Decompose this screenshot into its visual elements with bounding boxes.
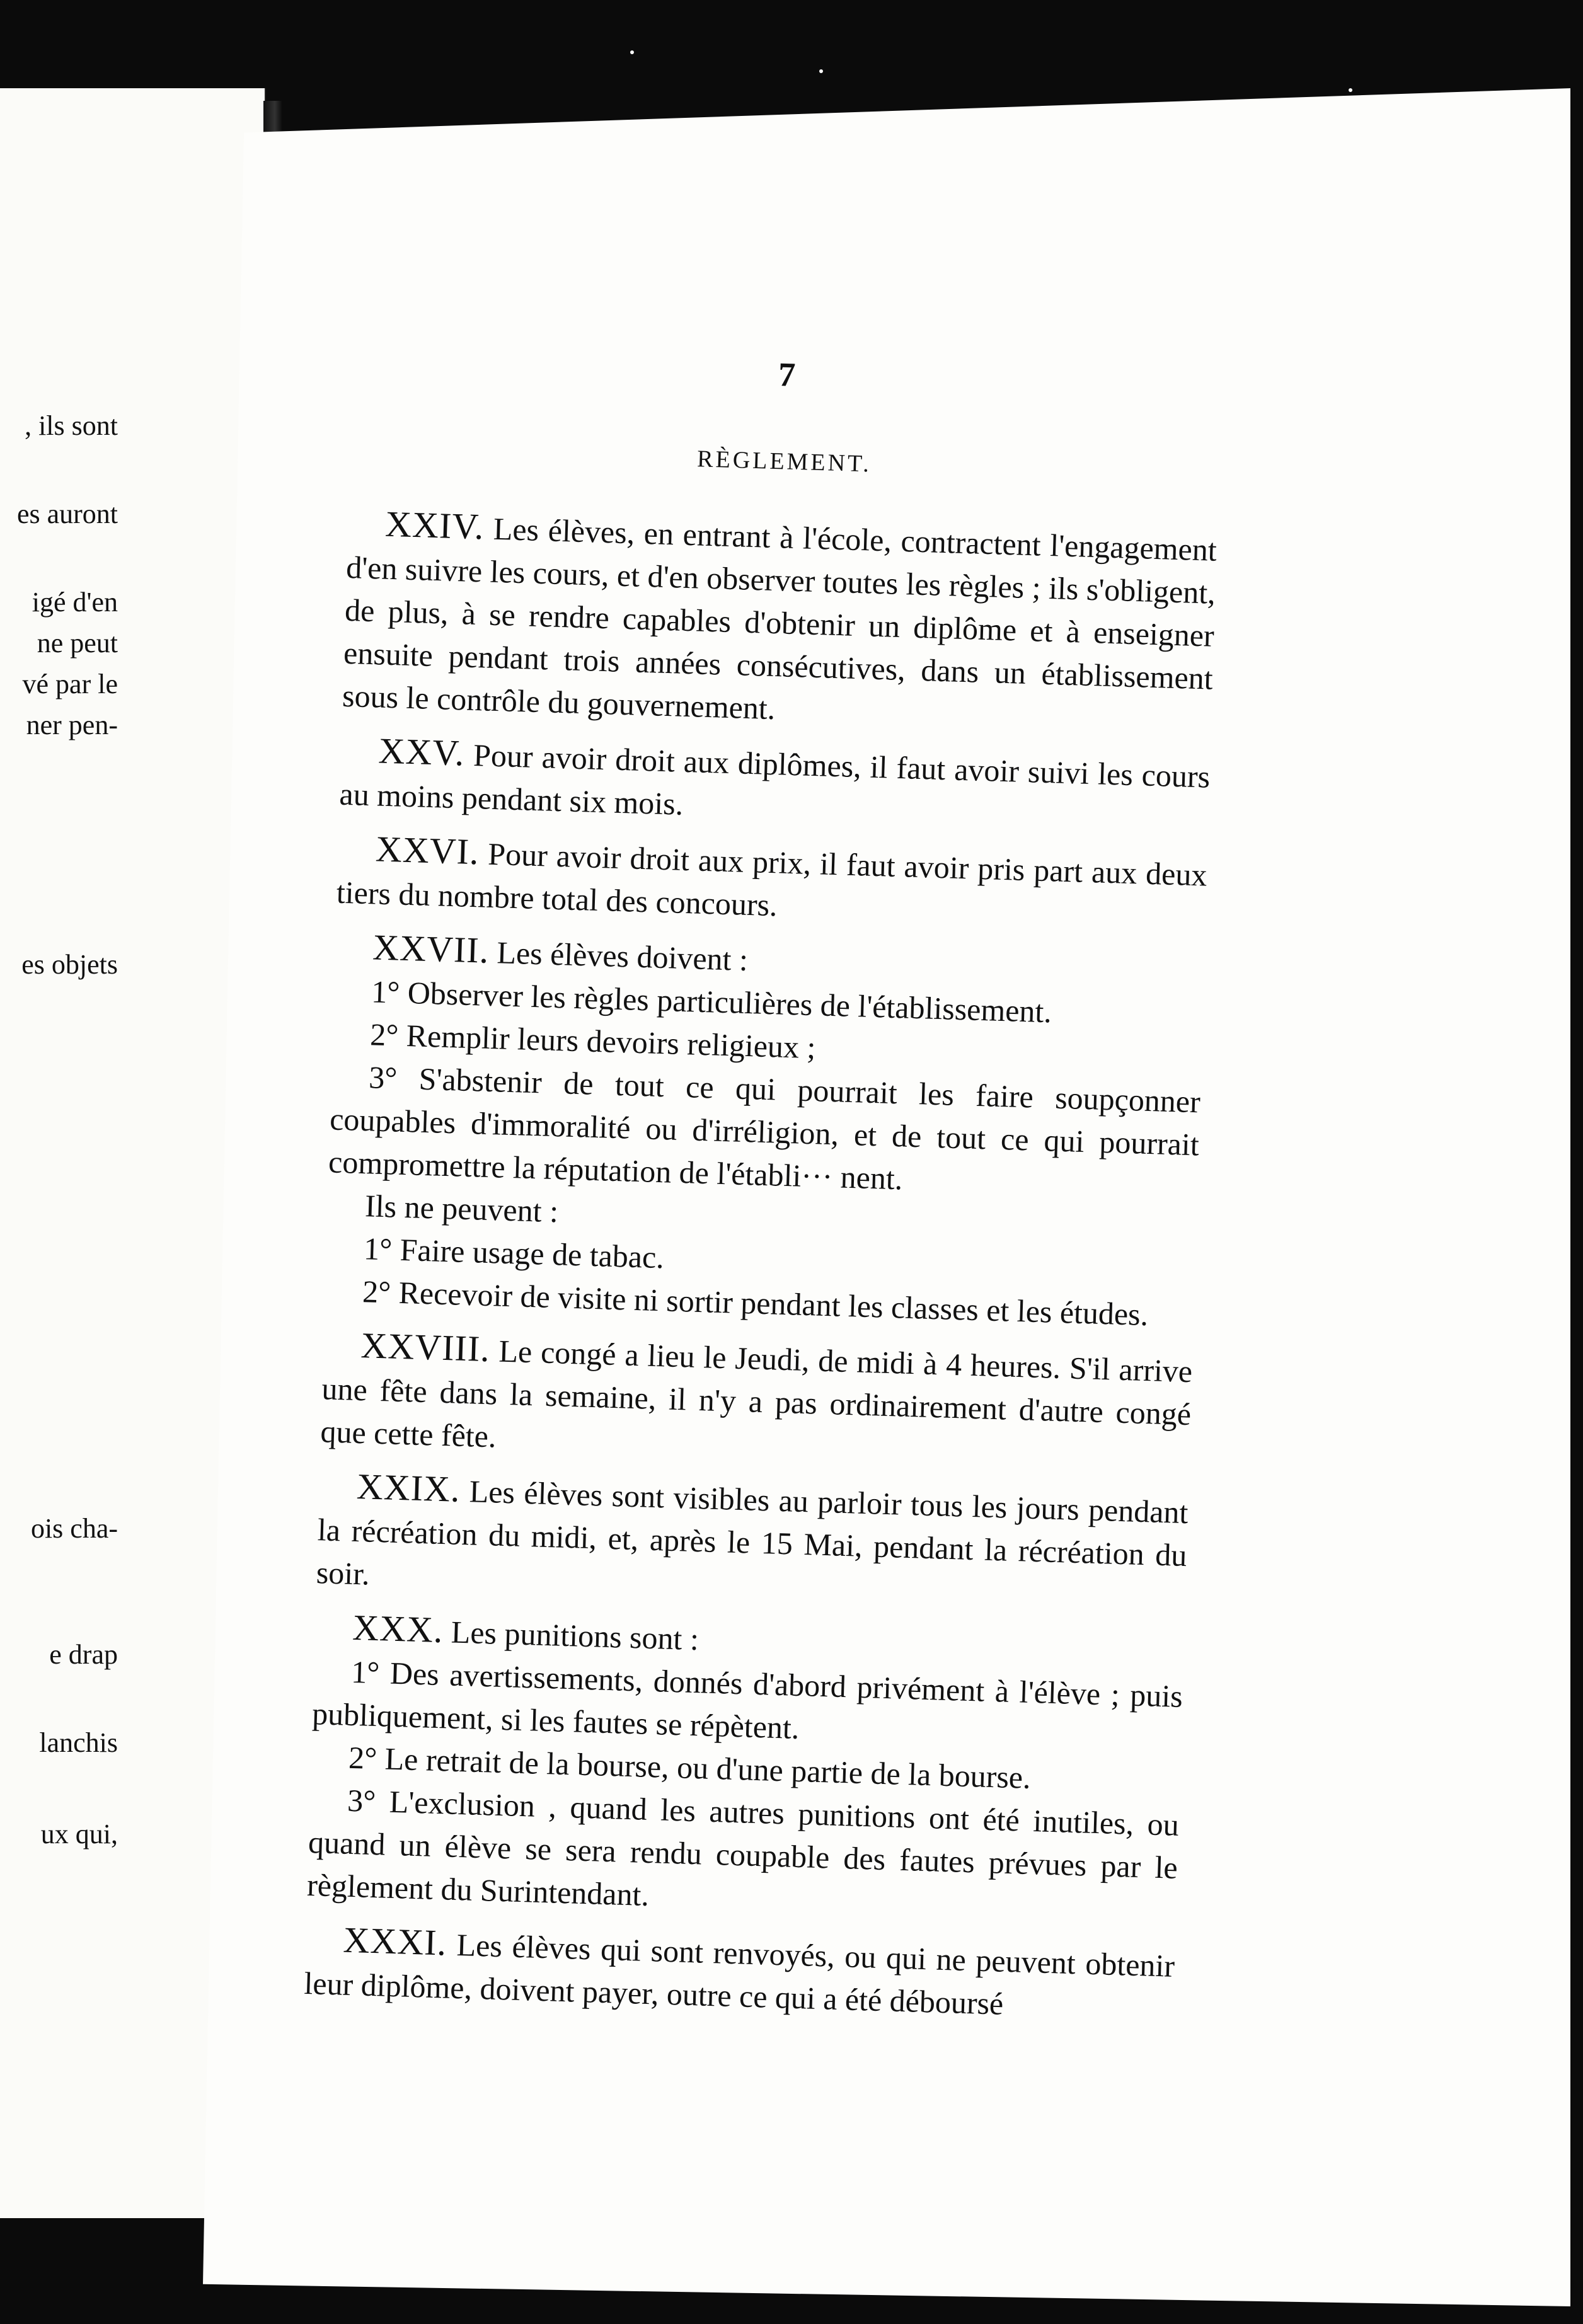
article-text: Pour avoir droit aux diplômes, il faut avoir suivi les cours au moins pendant six mois. — [338, 737, 1211, 822]
article-text: Les punitions sont : — [451, 1614, 699, 1657]
article-xxvi — [336, 827, 1207, 940]
left-fragment-line: , ils sont — [25, 410, 118, 441]
left-fragment-line: es objets — [21, 949, 118, 980]
left-fragment-line: e drap — [49, 1639, 118, 1670]
list-item: 1° Faire usage de tabac. — [363, 1231, 665, 1275]
page-number: 7 — [778, 355, 797, 394]
article-number: XXIX. — [356, 1465, 461, 1510]
left-fragment-line: ois cha- — [30, 1513, 118, 1544]
speck — [819, 69, 823, 73]
left-fragment-line: ne peut — [37, 628, 118, 659]
article-xxxi — [304, 1918, 1175, 2030]
article-number: XXV. — [377, 730, 466, 774]
left-fragment-line: vé par le — [22, 669, 118, 699]
article-xxx — [306, 1605, 1185, 1932]
article-xxviii — [320, 1323, 1194, 1478]
list-item: 3° S'abstenir de tout ce qui pourrait les faire soupçonner coupables d'immoralité ou d'irréligion, et de tout ce qui pourrait compromettre la réputation de l'établi··· nent. — [328, 1059, 1201, 1197]
article-xxv — [339, 728, 1211, 841]
article-text: Le congé a lieu le Jeudi, de midi à 4 heures. S'il arrive une fête dans la semaine, il n'y a pas ordinairement d'autre congé que cette fête. — [319, 1333, 1193, 1454]
article-xxiv — [342, 502, 1217, 743]
article-text: Les élèves sont visibles au parloir tous les jours pendant la récréation du midi, et, après le 15 Mai, pendant la récréation du soir. — [316, 1473, 1189, 1592]
article-number: XXVII. — [372, 926, 490, 971]
speck — [630, 50, 634, 54]
list-item: 2° Remplir leurs devoirs religieux ; — [369, 1016, 817, 1066]
article-number: XXIV. — [384, 503, 485, 548]
article-text: Les élèves qui sont renvoyés, ou qui ne peuvent obtenir leur diplôme, doivent payer, outre ce qui a été déboursé — [303, 1927, 1175, 2022]
left-fragment-line: lanchis — [39, 1727, 118, 1758]
list-item: Ils ne peuvent : — [364, 1188, 559, 1229]
list-item: 1° Des avertissements, donnés d'abord privément à l'élève ; puis publiquement, si les fautes se répètent. — [311, 1654, 1183, 1746]
left-fragment-line: ux qui, — [40, 1819, 118, 1849]
article-text: Les élèves, en entrant à l'école, contractent l'engagement d'en suivre les cours, et d'en observer toutes les règles ; ils s'obligent, de plus, à se rendre capables d'obtenir un diplôme et à enseigner ensuite pendant trois années consécutives, dans un établissement sous le contrôle du gouvernement. — [342, 510, 1217, 727]
left-fragment-line: ner pen- — [26, 710, 118, 740]
list-item: 1° Observer les règles particulières de l'établissement. — [371, 974, 1052, 1030]
list-item: 2° Recevoir de visite ni sortir pendant les classes et les études. — [362, 1274, 1149, 1333]
list-item: 2° Le retrait de la bourse, ou d'une partie de la bourse. — [348, 1739, 1032, 1795]
article-text: Les élèves doivent : — [496, 935, 749, 978]
article-number: XXXI. — [342, 1919, 448, 1964]
left-fragment-line: es auront — [16, 498, 118, 529]
list-item: 3° L'exclusion , quand les autres punitions ont été inutiles, ou quand un élève se sera rendu coupable des fautes prévues par le règlement du Surintendant. — [306, 1782, 1180, 1913]
article-text: Pour avoir droit aux prix, il faut avoir pris part aux deux tiers du nombre total des concours. — [336, 836, 1208, 923]
article-xxvii — [324, 925, 1205, 1338]
page-content — [303, 340, 1222, 2042]
speck — [1349, 88, 1352, 92]
left-fragment-line: igé d'en — [32, 587, 118, 618]
article-xxix — [316, 1464, 1189, 1619]
article-number: XXVI. — [375, 828, 480, 873]
article-number: XXX. — [352, 1606, 444, 1651]
article-number: XXVIII. — [360, 1325, 491, 1370]
section-heading: RÈGLEMENT. — [696, 446, 872, 478]
